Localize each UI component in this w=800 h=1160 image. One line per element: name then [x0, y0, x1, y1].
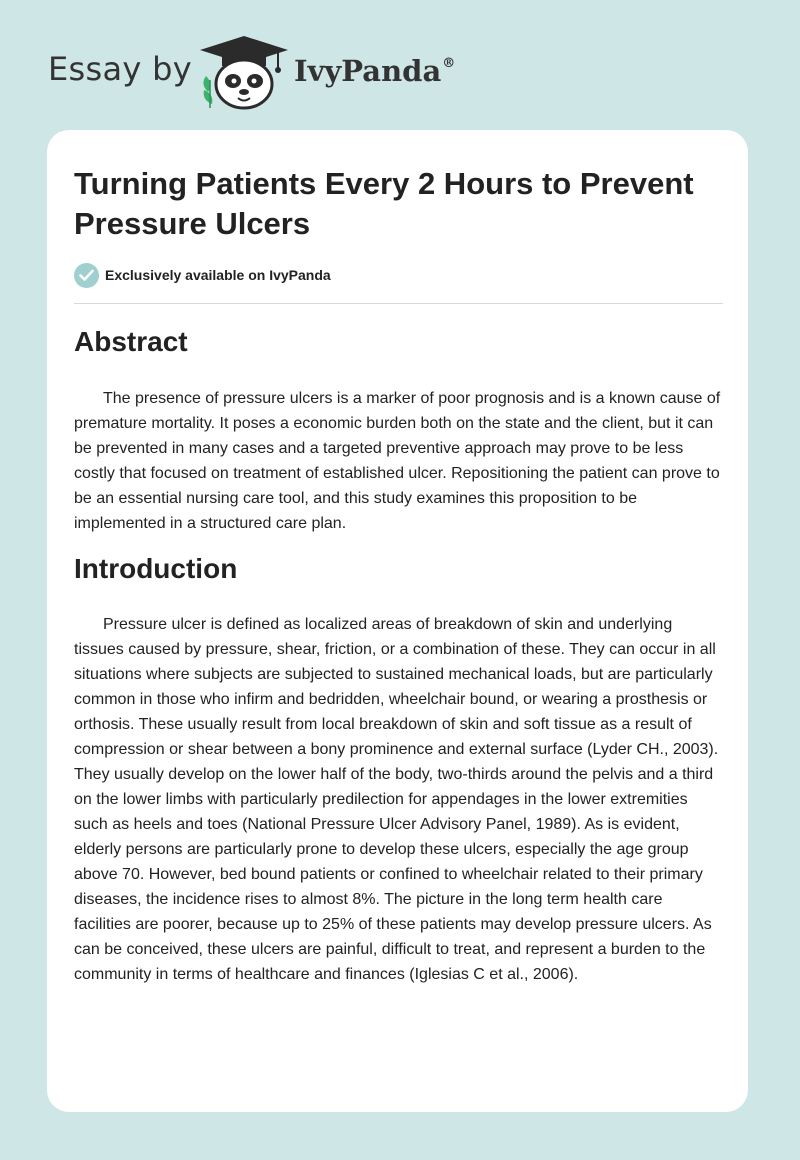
section-text-introduction: Pressure ulcer is defined as localized areas of breakdown of skin and underlying tissues caused by pressure, shear, friction, or a combination of these. They can occur in all situations where subjects are subjected to sustained mechanical loads, but are particularly common in those who infirm and bedridden, wheelchair bound, or wearing a prosthesis or orthosis. These usually result from local breakdown of skin and soft tissue as a result of compression or shear between a bony prominence and external surface (Lyder CH., 2003). They usually develop on the lower half of the body, two-thirds around the pelvis and a third on the lower limbs with particularly predilection for appendages in the lower extremities such as heels and toes (National Pressure Ulcer Advisory Panel, 1989). As is evident, elderly persons are particularly prone to develop these ulcers, especially the age group above 70. However, bed bound patients or confined to wheelchair related to their primary diseases, the incidence rises to almost 8%. The picture in the long term health care facilities are poorer, because up to 25% of these patients may develop pressure ulcers. As can be conceived, these ulcers are painful, difficult to treat, and represent a burden to the community in terms of healthcare and finances (Iglesias C et al., 2006). — [74, 616, 719, 983]
check-icon — [74, 263, 99, 288]
essay-by-label: Essay by — [48, 50, 192, 88]
site-header — [0, 0, 800, 120]
page-title: Turning Patients Every 2 Hours to Prevent Pressure Ulcers — [74, 166, 694, 241]
brand-name: IvyPanda® — [294, 54, 456, 88]
badge-label: Exclusively available on IvyPanda — [105, 267, 331, 283]
section-text-abstract: The presence of pressure ulcers is a marker of poor prognosis and is a known cause of premature mortality. It poses a economic burden both on the state and the client, but it can be prevented in many cases and a targeted preventive approach may prove to be less costly that focused on treatment of established ulcer. Repositioning the patient can prove to be an essential nursing care tool, and this study examines this proposition to be implemented in a structured care plan. — [74, 390, 721, 532]
section-heading-introduction: Introduction — [74, 553, 238, 584]
exclusive-badge — [74, 262, 331, 288]
section-heading-abstract: Abstract — [74, 326, 188, 357]
essay-card — [47, 130, 748, 1112]
divider — [74, 303, 723, 304]
panda-logo-icon — [198, 34, 290, 110]
